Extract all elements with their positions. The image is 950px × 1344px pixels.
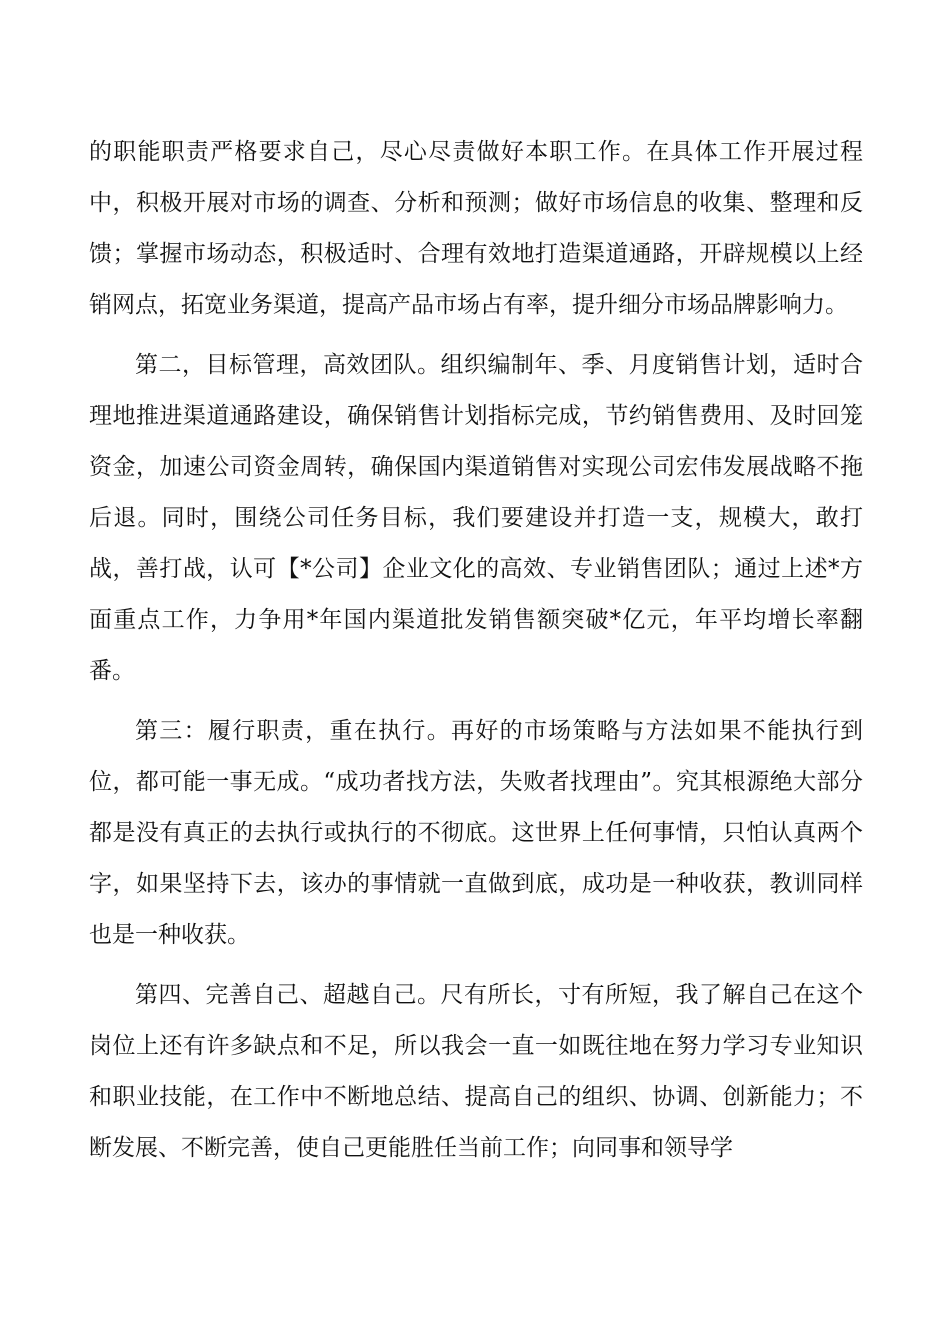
paragraph-fourth-self-improvement: 第四、完善自己、超越自己。尺有所长，寸有所短，我了解自己在这个岗位上还有许多缺点和不足，所以我会一直一如既往地在努力学习专业知识和职业技能，在工作中不断地总结、提高自己的组织、协调、创新能力；不断发展、不断完善，使自己更能胜任当前工作；向同事和领导学 (89, 982, 863, 1161)
document-body (89, 127, 863, 1183)
paragraph-third-execution: 第三：履行职责，重在执行。再好的市场策略与方法如果不能执行到位，都可能一事无成。“成功者找方法，失败者找理由”。究其根源绝大部分都是没有真正的去执行或执行的不彻底。这世界上任何事情，只怕认真两个字，如果坚持下去，该办的事情就一直做到底，成功是一种收获，教训同样也是一种收获。 (89, 718, 863, 948)
paragraph-second-goal-management: 第二，目标管理，高效团队。组织编制年、季、月度销售计划，适时合理地推进渠道通路建设，确保销售计划指标完成，节约销售费用、及时回笼资金，加速公司资金周转，确保国内渠道销售对实现公司宏伟发展战略不拖后退。同时，围绕公司任务目标，我们要建设并打造一支，规模大，敢打战，善打战，认可【*公司】企业文化的高效、专业销售团队；通过上述*方面重点工作，力争用*年国内渠道批发销售额突破*亿元，年平均增长率翻番。 (89, 352, 863, 684)
paragraph-responsibilities-continued: 的职能职责严格要求自己，尽心尽责做好本职工作。在具体工作开展过程中，积极开展对市场的调查、分析和预测；做好市场信息的收集、整理和反馈；掌握市场动态，积极适时、合理有效地打造渠道通路，开辟规模以上经销网点，拓宽业务渠道，提高产品市场占有率，提升细分市场品牌影响力。 (89, 139, 863, 318)
